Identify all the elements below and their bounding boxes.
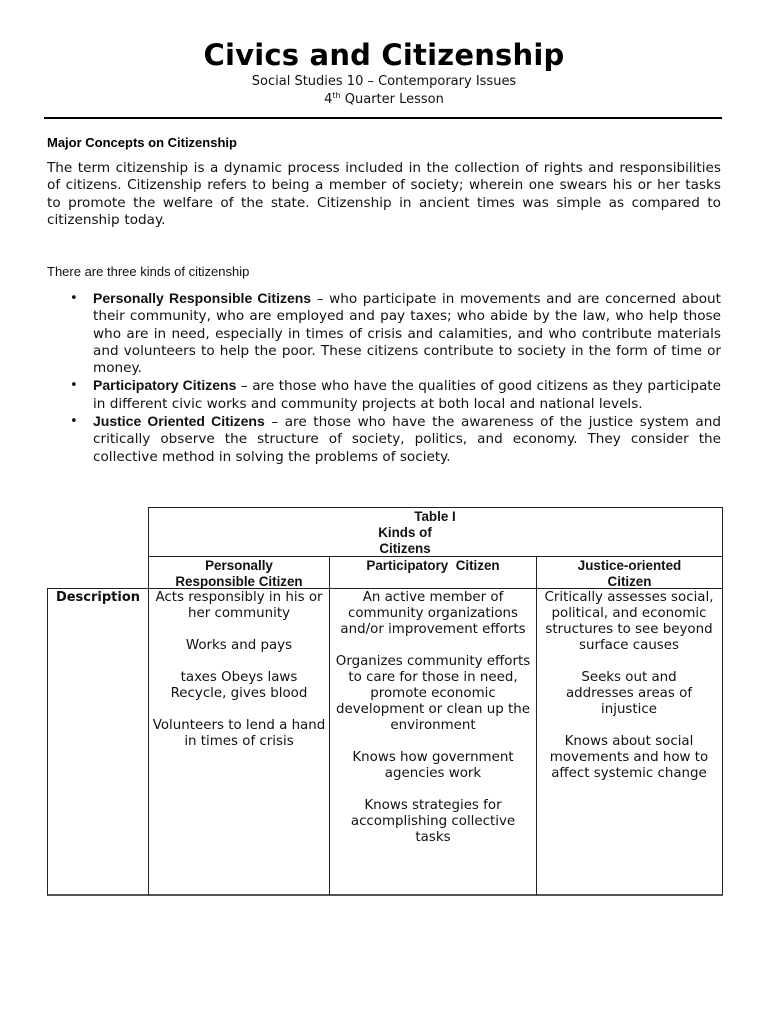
cell-item: Knows how government agencies work xyxy=(352,750,514,781)
lesson-text: Quarter Lesson xyxy=(340,92,444,107)
kind-definition: – are those who have the qualities of good citizens as they participate in different civic works and community projects at both local and national levels. xyxy=(93,378,721,412)
table-cell xyxy=(541,590,717,798)
caption-line: Citizens xyxy=(379,541,431,556)
list-item xyxy=(70,377,721,413)
table-border xyxy=(722,507,723,895)
table-border xyxy=(329,556,330,895)
row-label: Description xyxy=(55,590,141,605)
intro-paragraph: The term citizenship is a dynamic process included in the collection of rights and responsibilities of citizens. Citizenship refers to being a member of society; wherein one swears his or her tasks to promote the welfare of the state. Citizenship in ancient times was simple as compared to citizenship today. xyxy=(47,160,721,228)
bullet-icon: • xyxy=(70,291,78,306)
column-header-line: Participatory Citizen xyxy=(366,558,500,573)
table-caption xyxy=(330,509,540,525)
table-cell xyxy=(152,590,326,766)
cell-item: Critically assesses social, political, and economic structures to see beyond surface causes xyxy=(544,590,714,653)
header-divider xyxy=(44,117,722,119)
column-header xyxy=(537,558,722,590)
kind-term: Justice Oriented Citizens xyxy=(93,413,265,430)
kinds-intro: There are three kinds of citizenship xyxy=(47,264,250,279)
section-heading: Major Concepts on Citizenship xyxy=(47,135,237,150)
column-header xyxy=(149,558,329,590)
cell-item: Knows about social movements and how to affect systemic change xyxy=(549,734,709,781)
lesson-label xyxy=(0,91,768,107)
cell-item: An active member of community organizations and/or improvement efforts xyxy=(340,590,526,637)
column-header-line: Citizen xyxy=(607,574,652,589)
column-header-line: Responsible Citizen xyxy=(175,574,303,589)
cell-item: Acts responsibly in his or her community xyxy=(155,590,323,621)
kinds-list xyxy=(70,290,721,466)
column-header xyxy=(330,558,536,574)
list-item xyxy=(70,290,721,377)
caption-line: Kinds of xyxy=(378,525,432,540)
kind-definition: – who participate in movements and are concerned about their community, who are employed and pay taxes; who abide by the law, who help those who are in need, especially in times of crisis and calamities, and who contribute materials and volunteers to help the poor. These citizens contribute to society in the form of time or money. xyxy=(93,291,721,377)
cell-item: Works and pays xyxy=(185,638,293,653)
lesson-number: 4 xyxy=(324,92,333,107)
column-header-line: Justice-oriented xyxy=(577,558,682,573)
lesson-ordinal: th xyxy=(332,91,341,100)
caption-line: Table I xyxy=(414,509,456,524)
kind-term: Participatory Citizens xyxy=(93,377,237,394)
cell-item: Seeks out and addresses areas of injustice xyxy=(565,670,693,717)
document-subtitle: Social Studies 10 – Contemporary Issues xyxy=(251,74,517,89)
column-header-line: Personally xyxy=(205,558,273,573)
kind-term: Personally Responsible Citizens xyxy=(93,290,312,306)
list-item xyxy=(70,413,721,466)
table-border xyxy=(47,588,48,895)
table-border xyxy=(148,507,723,508)
cell-item: taxes Obeys laws Recycle, gives blood xyxy=(170,670,308,701)
document-title: Civics and Citizenship xyxy=(203,38,565,72)
cell-item: Organizes community efforts to care for those in need, promote economic development or clean up the environment xyxy=(335,654,531,733)
table-caption-sub xyxy=(300,525,510,557)
table-border xyxy=(536,556,537,895)
table-cell xyxy=(334,590,532,862)
kind-definition: – are those who have the awareness of the justice system and critically observe the structure of society, politics, and economy. They consider the collective method in solving the problems of society. xyxy=(93,414,721,465)
cell-item: Volunteers to lend a hand in times of crisis xyxy=(152,718,326,749)
bullet-icon: • xyxy=(70,378,78,394)
cell-item: Knows strategies for accomplishing collective tasks xyxy=(350,798,516,845)
bullet-icon: • xyxy=(70,414,78,430)
